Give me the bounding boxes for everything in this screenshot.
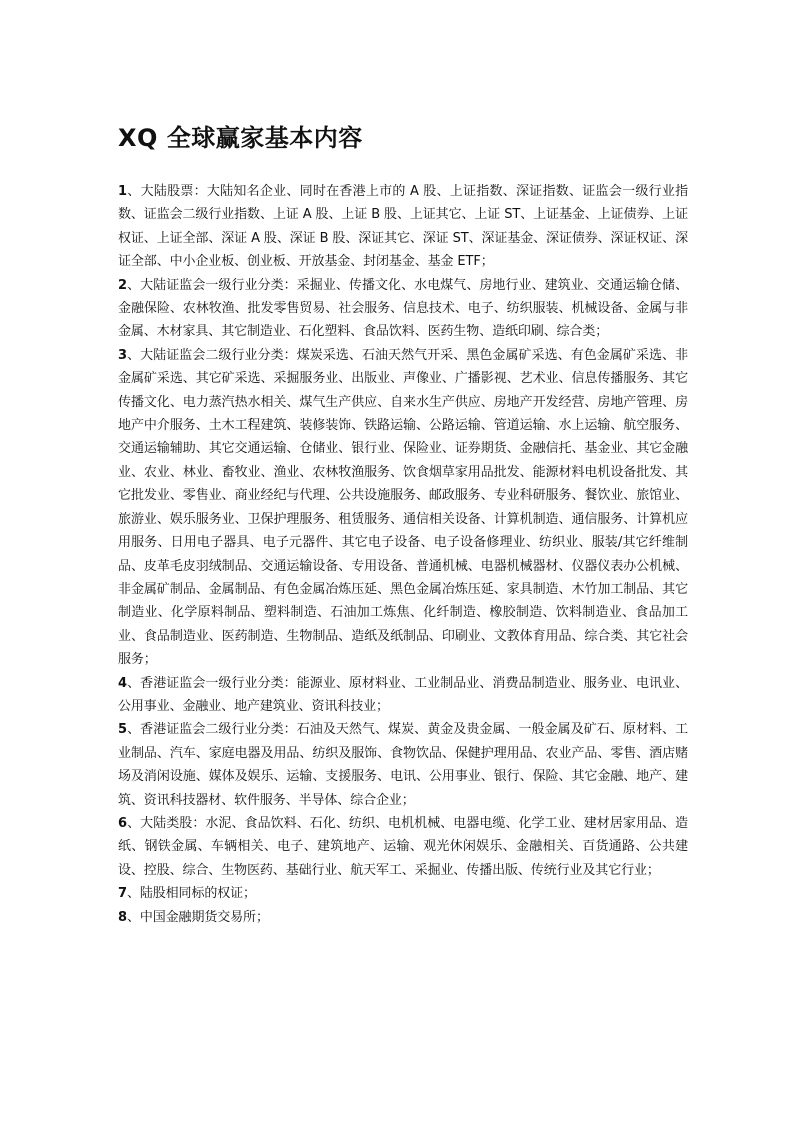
paragraph-text: 、大陆证监会一级行业分类：采掘业、传播文化、水电煤气、房地行业、建筑业、交通运输仓储、金融保险、农林牧渔、批发零售贸易、社会服务、信息技术、电子、纺织服装、机械设备、金属与非金属、木材家具、其它制造业、石化塑料、食品饮料、医药生物、造纸印刷、综合类；: [118, 277, 688, 340]
paragraph-1: [118, 180, 688, 274]
paragraph-text: 、陆股相同标的权证；: [126, 886, 256, 902]
paragraph-6: [118, 812, 688, 882]
paragraph-3: [118, 344, 688, 672]
paragraph-number: 5: [118, 722, 127, 738]
paragraph-text: 、大陆证监会二级行业分类：煤炭采选、石油天然气开采、黑色金属矿采选、有色金属矿采选、非金属矿采选、其它矿采选、采掘服务业、出版业、声像业、广播影视、艺术业、信息传播服务、其它传播文化、电力蒸汽热水相关、煤气生产供应、自来水生产供应、房地产开发经营、房地产管理、房地产中介服务、土木工程建筑、装修装饰、铁路运输、公路运输、管道运输、水上运输、航空服务、交通运输辅助、其它交通运输、仓储业、银行业、保险业、证券期货、金融信托、基金业、其它金融业、农业、林业、畜牧业、渔业、农林牧渔服务、饮食烟草家用品批发、能源材料电机设备批发、其它批发业、零售业、商业经纪与代理、公共设施服务、邮政服务、专业科研服务、餐饮业、旅馆业、旅游业、娱乐服务业、卫保护理服务、租赁服务、通信相关设备、计算机制造、通信服务、计算机应用服务、日用电子器具、电子元器件、其它电子设备、电子设备修理业、纺织业、服装/其它纤维制品、皮革毛皮羽绒制品、交通运输设备、专用设备、普通机械、电器机械器材、仪器仪表办公机械、非金属矿制品、金属制品、有色金属冶炼压延、黑色金属冶炼压延、家具制造、木竹加工制品、其它制造业、化学原料制品、塑料制造、石油加工炼焦、化纤制造、橡胶制造、饮料制造业、食品加工业、食品制造业、医药制造、生物制品、造纸及纸制品、印刷业、文教体育用品、综合类、其它社会服务；: [118, 347, 688, 668]
paragraph-number: 1: [118, 184, 127, 199]
paragraph-number: 4: [118, 675, 127, 691]
paragraph-number: 7: [118, 886, 127, 902]
paragraph-number: 8: [118, 909, 127, 925]
paragraph-text: 、大陆股票：大陆知名企业、同时在香港上市的 A 股、上证指数、深证指数、证监会一级行业指数、证监会二级行业指数、上证 A 股、上证 B 股、上证其它、上证 ST、上证基金、上证债券、上证权证、上证全部、深证 A 股、深证 B 股、深证其它、深证 ST、深证基金、深证债券、深证权证、深证全部、中小企业板、创业板、开放基金、封闭基金、基金 ETF；: [118, 184, 688, 270]
paragraph-number: 2: [118, 277, 127, 293]
paragraph-text: 、大陆类股：水泥、食品饮料、石化、纺织、电机机械、电器电缆、化学工业、建材居家用品、造纸、钢铁金属、车辆相关、电子、建筑地产、运输、观光休闲娱乐、金融相关、百货通路、公共建设、控股、综合、生物医药、基础行业、航天军工、采掘业、传播出版、传统行业及其它行业；: [118, 815, 688, 878]
paragraph-text: 、中国金融期货交易所；: [126, 909, 269, 925]
paragraph-5: [118, 718, 688, 812]
paragraph-text: 、香港证监会二级行业分类：石油及天然气、煤炭、黄金及贵金属、一般金属及矿石、原材料、工业制品、汽车、家庭电器及用品、纺织及服饰、食物饮品、保健护理用品、农业产品、零售、酒店赌场及消闲设施、媒体及娱乐、运输、支援服务、电讯、公用事业、银行、保险、其它金融、地产、建筑、资讯科技器材、软件服务、半导体、综合企业；: [118, 722, 688, 808]
paragraph-number: 3: [118, 347, 127, 363]
document-body: [118, 180, 688, 929]
document-page: [118, 118, 688, 929]
document-title: XQ 全球赢家基本内容: [118, 124, 363, 152]
paragraph-8: [118, 906, 688, 929]
paragraph-4: [118, 672, 688, 719]
paragraph-number: 6: [118, 815, 127, 831]
paragraph-2: [118, 274, 688, 344]
paragraph-7: [118, 882, 688, 905]
paragraph-text: 、香港证监会一级行业分类：能源业、原材料业、工业制品业、消费品制造业、服务业、电讯业、公用事业、金融业、地产建筑业、资讯科技业；: [118, 675, 688, 714]
